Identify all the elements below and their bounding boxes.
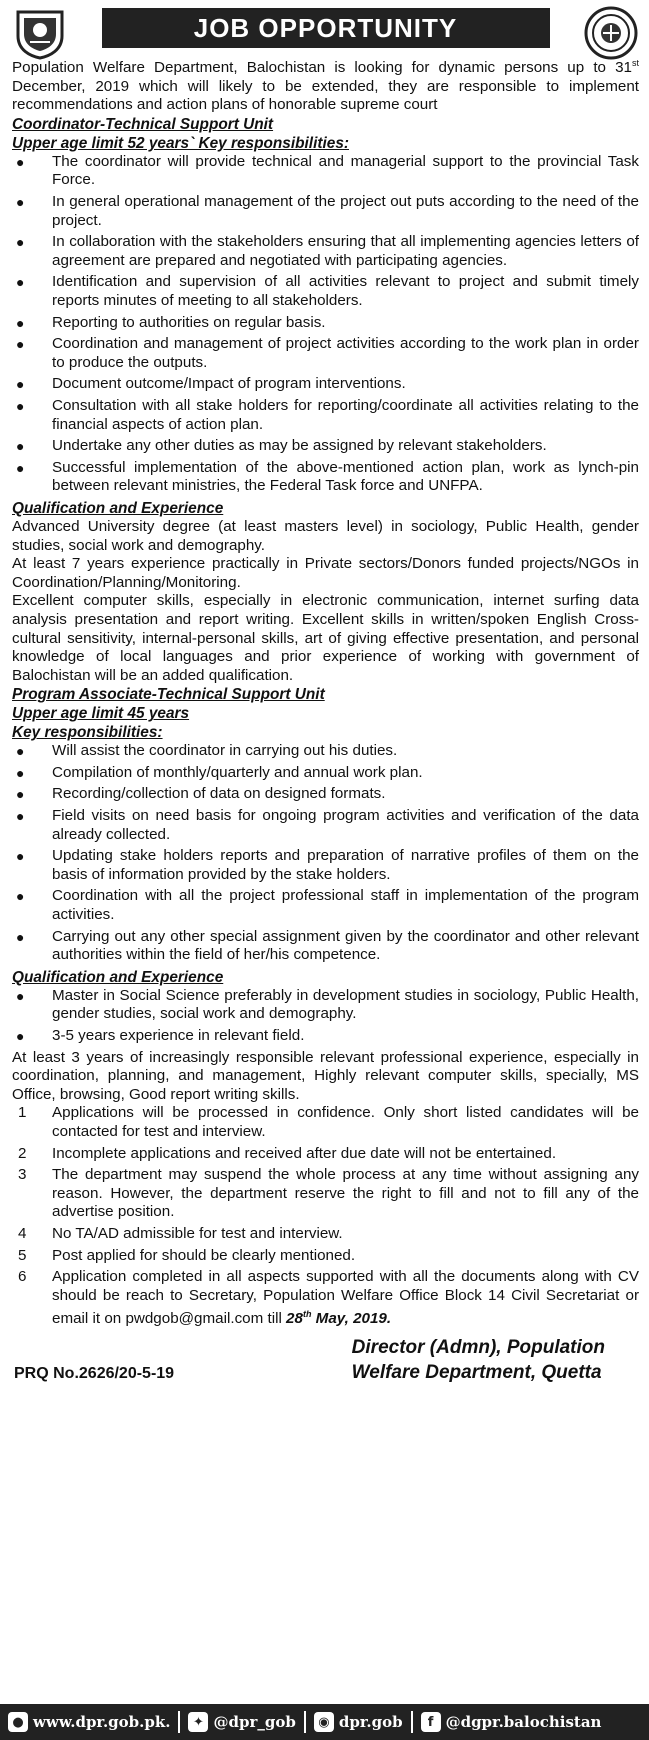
signature-block xyxy=(12,1333,639,1393)
responsibility-item: ● In collaboration with the stakeholders ensuring that all implementing agencies letters of agreement are prepared and negotiated with participating agencies. xyxy=(16,233,639,269)
responsibility-item: ● Reporting to authorities on regular basis. xyxy=(16,313,326,331)
position-2-qualifications xyxy=(12,987,639,1046)
footer-bar xyxy=(0,1704,649,1740)
bullet-icon: ● xyxy=(16,438,25,455)
emblem-icon xyxy=(12,6,68,60)
position-2-qualification-heading: Qualification and Experience xyxy=(12,968,224,986)
divider xyxy=(411,1711,413,1733)
condition-item: 6 Application completed in all aspects supported with all the documents along with CV should be reach to Secretary, Population Welfare Office Block 14 Civil Secretariat or email it on pwdgob@gmail.com till 28th May, 2019. xyxy=(18,1268,639,1328)
responsibility-item: ● Undertake any other duties as may be assigned by relevant stakeholders. xyxy=(16,437,547,455)
prq-number: PRQ No.2626/20-5-19 xyxy=(14,1364,175,1382)
footer-website[interactable]: ● www.dpr.gob.pk. xyxy=(8,1712,170,1732)
bullet-icon: ● xyxy=(16,987,25,1004)
footer-twitter[interactable]: ✦ @dpr_gob xyxy=(188,1712,295,1732)
bullet-icon: ● xyxy=(16,1028,25,1044)
bullet-icon: ● xyxy=(16,848,25,865)
position-1-qualifications xyxy=(12,518,639,685)
condition-item: 5 Post applied for should be clearly mentioned. xyxy=(18,1246,356,1264)
signature-line-1: Director (Admn), Population xyxy=(351,1336,605,1358)
bullet-icon: ● xyxy=(16,459,25,476)
condition-item: 4 No TA/AD admissible for test and interview. xyxy=(18,1224,343,1242)
bullet-icon: ● xyxy=(16,194,25,211)
twitter-icon: ✦ xyxy=(188,1712,208,1732)
globe-icon: ● xyxy=(8,1712,28,1732)
position-2-age-limit: Upper age limit 45 years xyxy=(12,705,190,723)
signature-line-2: Welfare Department, Quetta xyxy=(351,1361,602,1383)
position-2-subtitle: Key responsibilities: xyxy=(12,724,163,742)
seal-icon xyxy=(583,6,639,60)
responsibility-item: ● Coordination and management of project activities according to the work plan in order to produce the outputs. xyxy=(16,335,639,371)
position-2-experience-note: At least 3 years of increasingly responsible relevant professional experience, especially in coordination, planning, and management, Highly relevant computer skills, specially, MS Office, browsing, Good report writing skills. xyxy=(12,1048,639,1103)
instagram-icon: ◉ xyxy=(314,1712,334,1732)
conditions-list xyxy=(12,1104,639,1329)
responsibility-item: ● Compilation of monthly/quarterly and annual work plan. xyxy=(16,763,423,781)
condition-item: 2 Incomplete applications and received after due date will not be entertained. xyxy=(18,1144,557,1162)
bullet-icon: ● xyxy=(16,314,25,331)
qualification-paragraph: Excellent computer skills, especially in electronic communication, internet surfing data analysis presentation and report writing. Excellent skills in written/spoken English Cross-cultural sensitivity, internal-personal skills, art of giving effective presentation, and personal knowledge of local languages and prior experience of working with government of Balochistan will be an added qualification. xyxy=(12,592,639,684)
deadline: 28th May, 2019. xyxy=(286,1309,392,1328)
position-1-qualification-heading: Qualification and Experience xyxy=(12,499,224,517)
position-1-title: Coordinator-Technical Support Unit xyxy=(12,115,274,133)
position-2-title: Program Associate-Technical Support Unit xyxy=(12,686,325,704)
position-1-subtitle: Upper age limit 52 years` Key responsibilities: xyxy=(12,134,350,152)
position-1-responsibilities xyxy=(12,153,639,496)
responsibility-item: ● Field visits on need basis for ongoing program activities and verification of the data already collected. xyxy=(16,807,639,843)
bullet-icon: ● xyxy=(16,928,25,945)
bullet-icon: ● xyxy=(16,808,25,825)
condition-item: 1 Applications will be processed in confidence. Only short listed candidates will be contacted for test and interview. xyxy=(18,1104,639,1140)
qualification-paragraph: Advanced University degree (at least masters level) in sociology, Public Health, gender studies, social work and demography. xyxy=(12,517,639,554)
facebook-icon: f xyxy=(421,1712,441,1732)
responsibility-item: ● Will assist the coordinator in carrying out his duties. xyxy=(16,742,398,760)
bullet-icon: ● xyxy=(16,234,25,251)
bullet-icon: ● xyxy=(16,153,25,170)
footer-instagram[interactable]: ◉ dpr.gob xyxy=(314,1712,403,1732)
responsibility-item: ● Successful implementation of the above-mentioned action plan, work as lynch-pin between relevant ministries, the Federal Task force and UNFPA. xyxy=(16,458,639,495)
divider xyxy=(178,1711,180,1733)
responsibility-item: ● In general operational management of the project out puts according to the need of the project. xyxy=(16,193,639,229)
intro-paragraph: Population Welfare Department, Balochistan is looking for dynamic persons up to 31st December, 2019 which will likely to be extended, they are responsible to implement recommendations and action plans of honorable supreme court xyxy=(12,58,639,114)
responsibility-item: ● Carrying out any other special assignment given by the coordinator and other relevant authorities within the field of her/his competence. xyxy=(16,927,639,964)
bullet-icon: ● xyxy=(16,336,25,353)
responsibility-item: ● The coordinator will provide technical and managerial support to the provincial Task Force. xyxy=(16,152,639,189)
qualification-item: ● Master in Social Science preferably in development studies in sociology, Public Health, gender studies, social work and demography. xyxy=(16,986,639,1023)
bullet-icon: ● xyxy=(16,274,25,291)
condition-item: 3 The department may suspend the whole process at any time without assigning any reason. However, the department reserve the right to fill and not to fill any of the advertise position. xyxy=(18,1166,639,1221)
bullet-icon: ● xyxy=(16,786,25,803)
responsibility-item: ● Consultation with all stake holders for reporting/coordinate all activities relating to the financial aspects of action plan. xyxy=(16,396,639,433)
divider xyxy=(304,1711,306,1733)
responsibility-item: ● Identification and supervision of all activities relevant to project and submit timely reports minutes of meeting to all stakeholders. xyxy=(16,273,639,309)
responsibility-item: ● Coordination with all the project professional staff in implementation of the program activities. xyxy=(16,887,639,924)
bullet-icon: ● xyxy=(16,743,25,760)
signature xyxy=(352,1335,605,1385)
responsibility-item: ● Recording/collection of data on designed formats. xyxy=(16,785,386,803)
position-2-responsibilities xyxy=(12,742,639,965)
responsibility-item: ● Updating stake holders reports and preparation of narrative profiles of them on the basis of information provided by the stake holders. xyxy=(16,847,639,883)
bullet-icon: ● xyxy=(16,888,25,905)
responsibility-item: ● Document outcome/Impact of program interventions. xyxy=(16,375,406,393)
qualification-item: ● 3-5 years experience in relevant field. xyxy=(16,1027,305,1044)
qualification-paragraph: At least 7 years experience practically in Private sectors/Donors funded projects/NGOs in Coordination/Planning/Monitoring. xyxy=(12,555,639,591)
bullet-icon: ● xyxy=(16,376,25,393)
bullet-icon: ● xyxy=(16,764,25,781)
bullet-icon: ● xyxy=(16,397,25,414)
footer-facebook[interactable]: f @dgpr.balochistan xyxy=(421,1712,602,1732)
page-title: JOB OPPORTUNITY xyxy=(102,8,550,48)
